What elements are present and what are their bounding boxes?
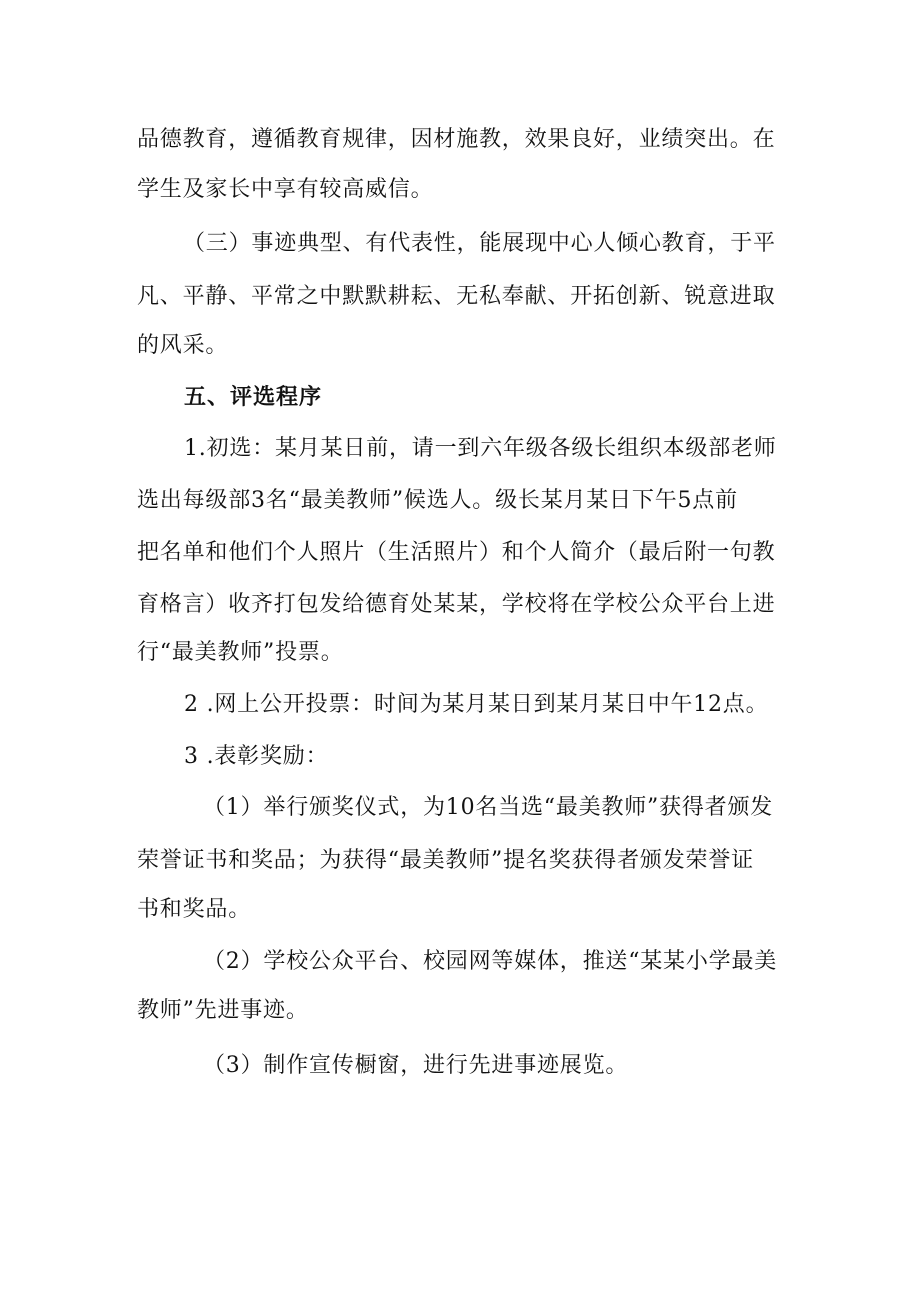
paragraph-line: 行“最美教师”投票。 xyxy=(137,640,344,665)
section-heading: 五、评选程序 xyxy=(184,385,323,410)
paragraph-line: 书和奖品。 xyxy=(137,897,252,922)
paragraph-line: 荣誉证书和奖品；为获得“最美教师”提名奖获得者颁发荣誉证 xyxy=(137,848,754,873)
paragraph-line: （2）学校公众平台、校园网等媒体，推送“某某小学最美 xyxy=(203,949,778,974)
paragraph-line: 品德教育，遵循教育规律，因材施教，效果良好，业绩突出。在 xyxy=(137,127,776,152)
paragraph-line: 把名单和他们个人照片（生活照片）和个人简介（最后附一句教 xyxy=(137,540,776,565)
paragraph-line: （三）事迹典型、有代表性，能展现中心人倾心教育，于平 xyxy=(183,231,776,256)
paragraph-line: 育格言）收齐打包发给德育处某某，学校将在学校公众平台上进 xyxy=(137,592,776,617)
paragraph-line: 1.初选：某月某日前，请一到六年级各级长组织本级部老师 xyxy=(184,436,777,461)
paragraph-line: 选出每级部3名“最美教师”候选人。级长某月某日下午5点前 xyxy=(137,488,738,513)
paragraph-line: 2 .网上公开投票：时间为某月某日到某月某日中午12点。 xyxy=(184,692,769,717)
paragraph-line: 学生及家长中享有较高威信。 xyxy=(137,177,434,202)
paragraph-line: 教师”先进事迹。 xyxy=(137,998,309,1023)
paragraph-line: （1）举行颁奖仪式，为10名当选“最美教师”获得者颁发 xyxy=(203,795,774,820)
paragraph-line: （3）制作宣传橱窗，进行先进事迹展览。 xyxy=(203,1053,629,1078)
paragraph-line: 的风采。 xyxy=(137,333,229,358)
paragraph-line: 凡、平静、平常之中默默耕耘、无私奉献、开拓创新、锐意进取 xyxy=(137,284,776,309)
paragraph-line: 3 .表彰奖励： xyxy=(184,744,329,769)
